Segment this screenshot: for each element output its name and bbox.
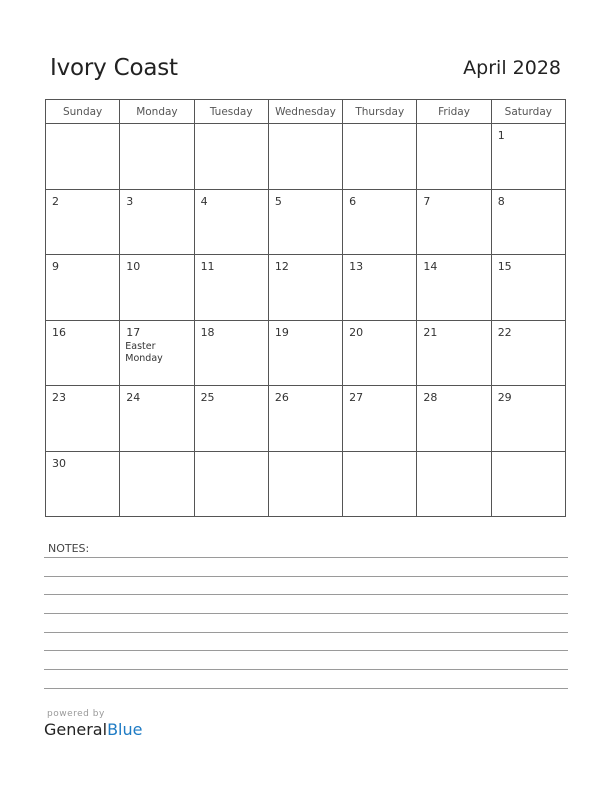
- brand-name-part2: Blue: [107, 720, 143, 739]
- calendar-day-cell: [343, 124, 417, 190]
- calendar-week-row: [46, 189, 566, 255]
- calendar-day-cell: [194, 124, 268, 190]
- weekday-header-row: [46, 100, 566, 124]
- calendar-day-cell: [120, 189, 194, 255]
- calendar-day-cell: [46, 386, 120, 452]
- calendar-day-cell: [491, 451, 565, 517]
- weekday-header: Friday: [417, 100, 491, 124]
- note-line: [44, 669, 568, 670]
- day-number: 29: [497, 391, 512, 404]
- day-number: 2: [52, 194, 59, 208]
- day-number: 5: [274, 194, 282, 208]
- note-line: [44, 594, 568, 595]
- day-number: 7: [423, 194, 431, 208]
- calendar-day-cell: [194, 255, 268, 321]
- weekday-header: Wednesday: [268, 100, 342, 124]
- calendar-day-cell: [194, 320, 268, 386]
- day-number: 1: [497, 129, 505, 142]
- calendar-day-cell: [268, 451, 342, 517]
- calendar-day-cell: [491, 189, 565, 255]
- note-line: [44, 650, 568, 651]
- calendar-day-cell: [46, 451, 120, 517]
- calendar-day-cell: [417, 255, 491, 321]
- brand-name-part1: General: [44, 720, 108, 739]
- calendar-day-cell: [343, 386, 417, 452]
- weekday-header: Thursday: [343, 100, 417, 124]
- day-number: 9: [52, 260, 59, 273]
- calendar-day-cell: [46, 124, 120, 190]
- day-number: 8: [497, 194, 505, 208]
- calendar-day-cell: [268, 124, 342, 190]
- calendar-week-row: [46, 320, 566, 386]
- calendar-country-title: Ivory Coast: [50, 55, 178, 81]
- calendar-day-cell: [417, 386, 491, 452]
- day-number: 3: [126, 194, 134, 208]
- calendar-day-cell: [120, 386, 194, 452]
- day-number: 22: [497, 325, 512, 339]
- day-number: 26: [274, 391, 289, 404]
- day-number: 21: [423, 325, 438, 339]
- calendar-day-cell: [268, 255, 342, 321]
- calendar-day-cell: [491, 320, 565, 386]
- calendar-weeks: [46, 124, 566, 517]
- day-number: 28: [423, 391, 438, 404]
- note-line: [44, 632, 568, 633]
- calendar-day-cell: [268, 189, 342, 255]
- calendar-week-row: [46, 255, 566, 321]
- day-number: 24: [126, 391, 141, 404]
- calendar-day-cell: [417, 320, 491, 386]
- calendar-day-cell: [120, 255, 194, 321]
- calendar-day-cell: [268, 386, 342, 452]
- calendar-day-cell: [417, 451, 491, 517]
- note-line: [44, 613, 568, 614]
- calendar-day-cell: [343, 320, 417, 386]
- day-number: 10: [126, 260, 141, 273]
- calendar-grid: [45, 99, 566, 517]
- day-number: 18: [200, 325, 215, 339]
- calendar-day-cell: [120, 124, 194, 190]
- weekday-header: Tuesday: [194, 100, 268, 124]
- calendar-day-cell: [46, 320, 120, 386]
- calendar-week-row: [46, 124, 566, 190]
- calendar-day-cell: [491, 255, 565, 321]
- calendar-day-cell: [417, 189, 491, 255]
- calendar-day-cell: [120, 451, 194, 517]
- calendar-day-cell: [120, 320, 194, 386]
- day-number: 11: [200, 260, 215, 273]
- calendar-day-cell: [194, 386, 268, 452]
- calendar-day-cell: [194, 451, 268, 517]
- calendar-day-cell: [194, 189, 268, 255]
- calendar-month-title: April 2028: [463, 57, 561, 79]
- note-line: [44, 688, 568, 689]
- generalblue-logo: [44, 720, 142, 739]
- day-number: 30: [52, 456, 66, 470]
- day-number: 15: [497, 260, 512, 273]
- calendar-day-cell: [417, 124, 491, 190]
- calendar-day-cell: [46, 189, 120, 255]
- day-number: 6: [349, 194, 357, 208]
- calendar-day-cell: [343, 451, 417, 517]
- day-number: 17: [126, 325, 141, 339]
- day-number: 19: [274, 325, 289, 339]
- day-number: 27: [349, 391, 364, 404]
- day-number: 23: [52, 391, 66, 404]
- notes-label: NOTES:: [48, 542, 90, 555]
- weekday-header: Saturday: [491, 100, 565, 124]
- calendar-day-cell: [343, 189, 417, 255]
- calendar-week-row: [46, 451, 566, 517]
- calendar-day-cell: [268, 320, 342, 386]
- day-number: 4: [200, 194, 208, 208]
- calendar-day-cell: [343, 255, 417, 321]
- day-number: 25: [200, 391, 215, 404]
- note-line: [44, 576, 568, 577]
- calendar-week-row: [46, 386, 566, 452]
- weekday-header: Monday: [120, 100, 194, 124]
- day-number: 16: [52, 325, 66, 339]
- day-number: 14: [423, 260, 438, 273]
- note-line: [44, 557, 568, 558]
- calendar-day-cell: [491, 124, 565, 190]
- calendar-day-cell: [46, 255, 120, 321]
- day-number: 13: [349, 260, 364, 273]
- powered-by-label: powered by: [47, 709, 105, 719]
- day-number: 20: [349, 325, 364, 339]
- weekday-header: Sunday: [46, 100, 120, 124]
- day-number: 12: [274, 260, 289, 273]
- calendar-day-cell: [491, 386, 565, 452]
- holiday-label: Easter Monday: [125, 340, 163, 364]
